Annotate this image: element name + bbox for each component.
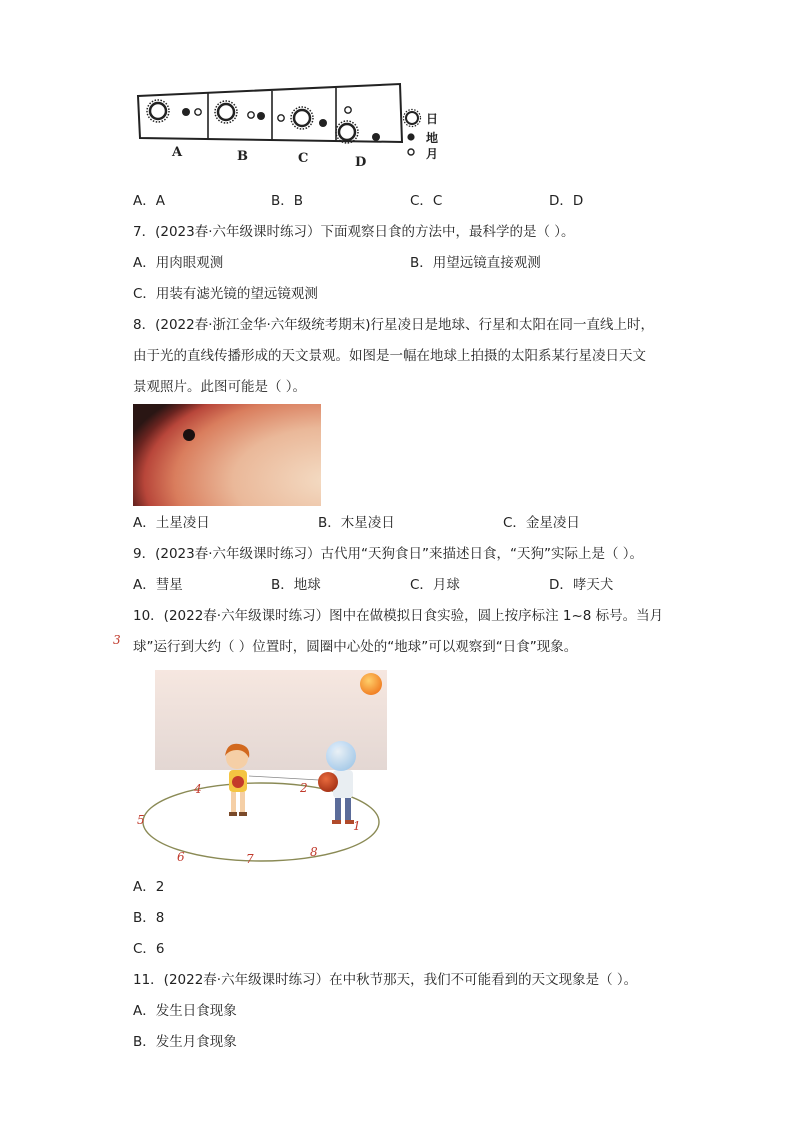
orbit-number-7: 7	[246, 852, 254, 866]
q11-option-b[interactable]: B．发生月食现象	[133, 1034, 237, 1050]
q11-option-a[interactable]: A．发生日食现象	[133, 1003, 237, 1019]
panel-label-a: A	[172, 145, 183, 160]
q7-stem: 7．(2023春·六年级课时练习）下面观察日食的方法中，最科学的是（ ）。	[133, 224, 575, 240]
q8-option-c[interactable]: C．金星凌日	[503, 515, 580, 531]
eclipse-position-diagram	[130, 70, 460, 175]
orbit-number-6: 6	[177, 850, 185, 864]
q6-option-c[interactable]: C．C	[410, 193, 443, 209]
panel-label-c: C	[298, 151, 309, 166]
panel-b-moon-icon	[248, 112, 254, 118]
orbit-number-1: 1	[353, 819, 361, 833]
planet-transit-photo	[133, 404, 321, 506]
q7-option-a[interactable]: A．用肉眼观测	[133, 255, 224, 271]
q10-stem-line-1: 10．(2022春·六年级课时练习）图中在做模拟日食实验，圆上按序标注 1~8 标号。当月	[133, 608, 664, 624]
q8-stem-line-1: 8．(2022春·浙江金华·六年级统考期末)行星凌日是地球、行星和太阳在同一直线上时，	[133, 317, 655, 333]
legend-label-sun: 日	[426, 112, 439, 126]
panel-a-earth-icon	[182, 108, 190, 116]
q6-option-b[interactable]: B．B	[271, 193, 304, 209]
q11-stem: 11．(2022春·六年级课时练习）在中秋节那天，我们不可能看到的天文现象是（ ）。	[133, 972, 638, 988]
q7-option-c[interactable]: C．用装有滤光镜的望远镜观测	[133, 286, 318, 302]
q9-option-d[interactable]: D．哮天犬	[549, 577, 614, 593]
panel-label-d: D	[355, 155, 367, 170]
q10-option-a[interactable]: A．2	[133, 879, 165, 895]
q10-option-b[interactable]: B．8	[133, 910, 165, 926]
panel-label-b: B	[237, 149, 248, 164]
panel-c-earth-icon	[319, 119, 327, 127]
orbit-number-2: 2	[300, 781, 308, 795]
q6-option-a[interactable]: A．A	[133, 193, 165, 209]
q8-stem-line-2: 由于光的直线传播形成的天文景观。如图是一幅在地球上拍摄的太阳系某行星凌日天文	[133, 348, 646, 364]
transiting-planet-dot	[183, 429, 195, 441]
child-left-icon	[225, 744, 249, 816]
legend-label-earth: 地	[426, 131, 439, 145]
panel-b-earth-icon	[257, 112, 265, 120]
legend-earth-icon	[407, 133, 414, 140]
q7-option-b[interactable]: B．用望远镜直接观测	[410, 255, 541, 271]
legend-moon-icon	[408, 149, 414, 155]
q9-option-b[interactable]: B．地球	[271, 577, 321, 593]
panel-c-moon-icon	[278, 115, 284, 121]
moon-ball-icon	[318, 772, 338, 792]
panel-a-moon-icon	[195, 109, 201, 115]
orbit-number-4: 4	[194, 782, 202, 796]
q8-option-b[interactable]: B．木星凌日	[318, 515, 395, 531]
legend-label-moon: 月	[426, 147, 439, 161]
q8-stem-line-3: 景观照片。此图可能是（ ）。	[133, 379, 307, 395]
q8-option-a[interactable]: A．土星凌日	[133, 515, 210, 531]
earth-ball-icon	[326, 741, 356, 771]
q6-option-d[interactable]: D．D	[549, 193, 584, 209]
orbit-number-3: 3	[113, 633, 121, 647]
orbit-number-8: 8	[310, 845, 318, 859]
q9-option-a[interactable]: A．彗星	[133, 577, 183, 593]
orbit-number-5: 5	[137, 813, 145, 827]
sun-ball-icon	[360, 673, 382, 695]
panel-d-earth-icon	[372, 133, 380, 141]
q9-option-c[interactable]: C．月球	[410, 577, 460, 593]
panel-d-moon-icon	[345, 107, 351, 113]
q10-option-c[interactable]: C．6	[133, 941, 165, 957]
q10-stem-line-2: 球”运行到大约（ ）位置时，圆圈中心处的“地球”可以观察到“日食”现象。	[133, 639, 578, 655]
legend-sun-icon	[404, 110, 421, 127]
q9-stem: 9．(2023春·六年级课时练习）古代用“天狗食日”来描述日食，“天狗”实际上是（ ）。	[133, 546, 644, 562]
